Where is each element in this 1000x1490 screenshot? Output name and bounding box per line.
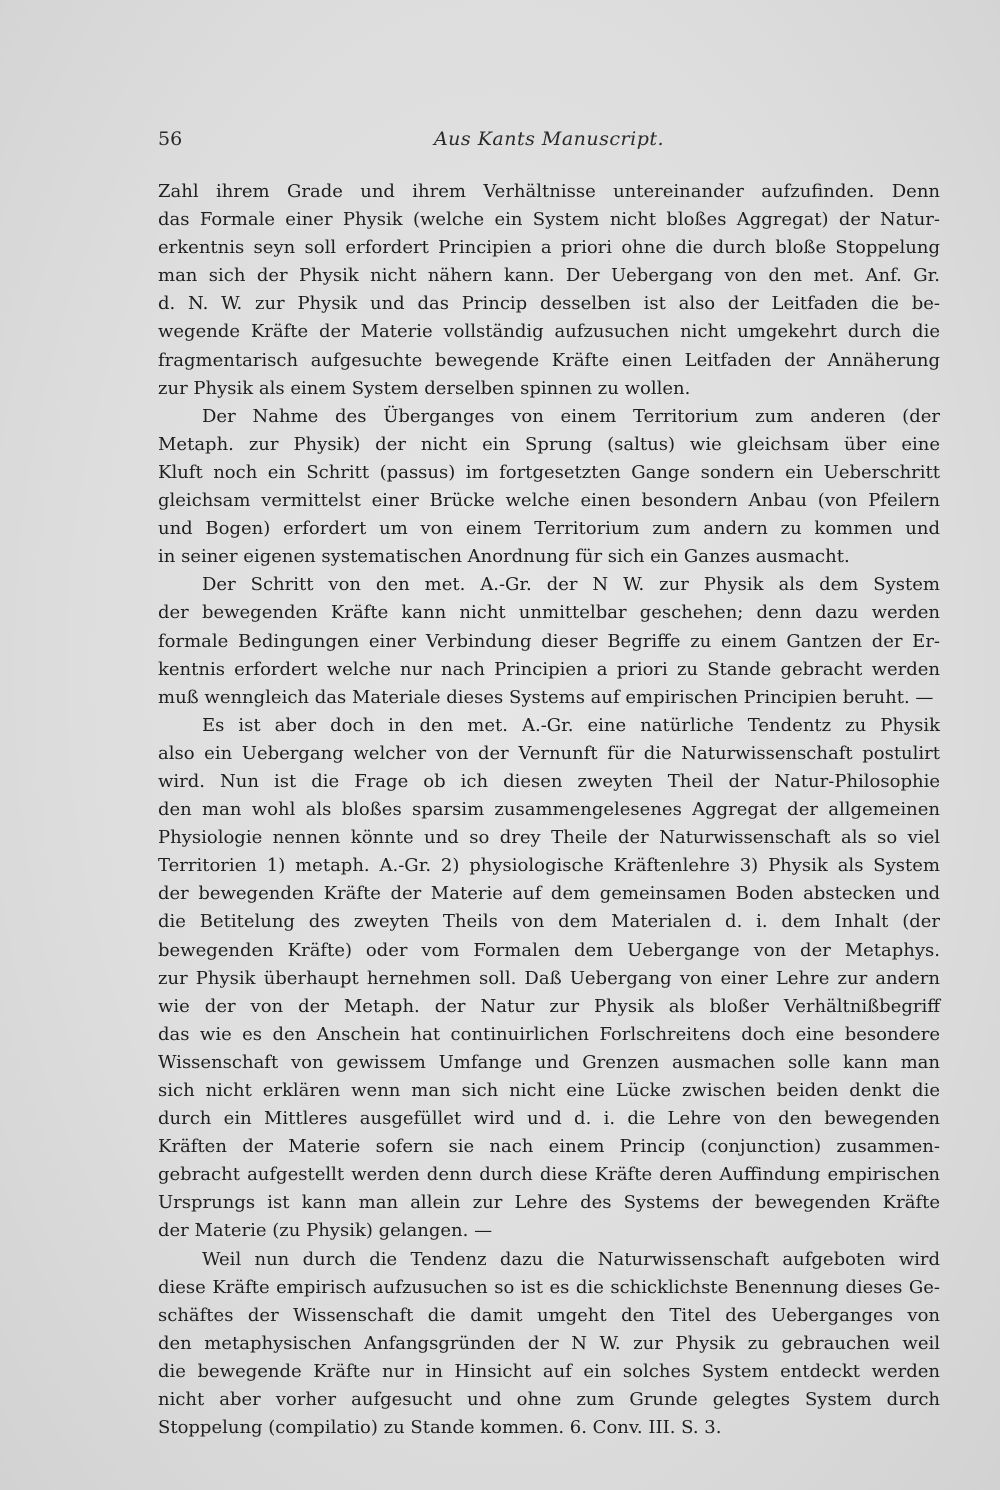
text-line: der Materie (zu Physik) gelangen. — bbox=[158, 1220, 493, 1242]
page-number: 56 bbox=[158, 128, 183, 150]
text-line: also ein Uebergang welcher von der Vernunft für die Naturwissenschaft postulirt bbox=[158, 742, 940, 764]
text-line: Es ist aber doch in den met. A.-Gr. eine natürliche Tendentz zu Physik bbox=[202, 714, 940, 736]
text-line: wie der von der Metaph. der Natur zur Physik als bloßer Verhältnißbegriff bbox=[158, 995, 940, 1017]
text-line: bewegenden Kräfte) oder vom Formalen dem Uebergange von der Metaphys. bbox=[158, 939, 940, 961]
text-line: formale Bedingungen einer Verbindung dieser Begriffe zu einem Gantzen der Er- bbox=[158, 630, 940, 652]
text-line: sich nicht erklären wenn man sich nicht eine Lücke zwischen beiden denkt die bbox=[158, 1080, 940, 1101]
text-line: wegende Kräfte der Materie vollständig aufzusuchen nicht umgekehrt durch die bbox=[158, 321, 940, 343]
text-line: nicht aber vorher aufgesucht und ohne zum Grunde gelegtes System durch bbox=[158, 1389, 940, 1411]
text-line: Territorien 1) metaph. A.-Gr. 2) physiologische Kräftenlehre 3) Physik als System bbox=[158, 855, 940, 877]
text-line: zur Physik als einem System derselben spinnen zu wollen. bbox=[158, 377, 691, 399]
text-line: Weil nun durch die Tendenz dazu die Naturwissenschaft aufgeboten wird bbox=[202, 1248, 940, 1270]
text-line: in seiner eigenen systematischen Anordnung für sich ein Ganzes ausmacht. bbox=[158, 546, 850, 568]
body-text bbox=[158, 178, 940, 1442]
text-line: diese Kräfte empirisch aufzusuchen so ist es die schicklichste Benennung dieses Ge- bbox=[158, 1276, 940, 1298]
text-line: kentnis erfordert welche nur nach Principien a priori zu Stande gebracht werden bbox=[158, 658, 940, 680]
page-header bbox=[158, 128, 940, 158]
text-line: gleichsam vermittelst einer Brücke welche einen besondern Anbau (von Pfeilern bbox=[158, 490, 940, 512]
text-line: Zahl ihrem Grade und ihrem Verhältnisse untereinander aufzufinden. Denn bbox=[158, 181, 940, 202]
text-line: Kluft noch ein Schritt (passus) im fortgesetzten Gange sondern ein Ueberschritt bbox=[158, 461, 940, 483]
text-line: Ursprungs ist kann man allein zur Lehre des Systems der bewegenden Kräfte bbox=[158, 1192, 940, 1214]
text-line: schäftes der Wissenschaft die damit umgeht den Titel des Ueberganges von bbox=[158, 1304, 940, 1326]
text-line: das wie es den Anschein hat continuirlichen Forlschreitens doch eine besondere bbox=[158, 1023, 940, 1045]
text-line: den man wohl als bloßes sparsim zusammengelesenes Aggregat der allgemeinen bbox=[158, 799, 940, 821]
text-line: den metaphysischen Anfangsgründen der N W. zur Physik zu gebrauchen weil bbox=[158, 1332, 940, 1354]
text-line: wird. Nun ist die Frage ob ich diesen zweyten Theil der Natur-Philosophie bbox=[158, 770, 940, 792]
text-line: der bewegenden Kräfte kann nicht unmittelbar geschehen; denn dazu werden bbox=[158, 602, 940, 624]
text-line: der bewegenden Kräfte der Materie auf dem gemeinsamen Boden abstecken und bbox=[158, 883, 940, 905]
text-line: und Bogen) erfordert um von einem Territorium zum andern zu kommen und bbox=[158, 518, 940, 540]
text-line: erkentnis seyn soll erfordert Principien a priori ohne die durch bloße Stoppelung bbox=[158, 237, 940, 259]
running-title: Aus Kants Manuscript. bbox=[433, 128, 665, 150]
text-line: Stoppelung (compilatio) zu Stande kommen. 6. Conv. III. S. 3. bbox=[158, 1417, 722, 1439]
text-line: fragmentarisch aufgesuchte bewegende Kräfte einen Leitfaden der Annäherung bbox=[158, 349, 940, 371]
text-line: man sich der Physik nicht nähern kann. Der Uebergang von den met. Anf. Gr. bbox=[158, 265, 940, 287]
text-line: Kräften der Materie sofern sie nach einem Princip (conjunction) zusammen- bbox=[158, 1136, 940, 1158]
text-line: durch ein Mittleres ausgefüllet wird und d. i. die Lehre von den bewegenden bbox=[158, 1108, 940, 1130]
text-line: d. N. W. zur Physik und das Princip desselben ist also der Leitfaden die be- bbox=[158, 293, 940, 315]
text-line: Wissenschaft von gewissem Umfange und Grenzen ausmachen solle kann man bbox=[158, 1051, 940, 1073]
text-line: Der Schritt von den met. A.-Gr. der N W. zur Physik als dem System bbox=[202, 574, 940, 596]
text-line: Der Nahme des Überganges von einem Territorium zum anderen (der bbox=[202, 405, 940, 427]
text-line: die bewegende Kräfte nur in Hinsicht auf ein solches System entdeckt werden bbox=[158, 1360, 940, 1382]
text-line: das Formale einer Physik (welche ein System nicht bloßes Aggregat) der Natur- bbox=[158, 209, 940, 231]
text-line: zur Physik überhaupt hernehmen soll. Daß Uebergang von einer Lehre zur andern bbox=[158, 967, 940, 989]
text-line: Metaph. zur Physik) der nicht ein Sprung (saltus) wie gleichsam über eine bbox=[158, 433, 940, 455]
text-line: muß wenngleich das Materiale dieses Systems auf empirischen Principien beruht. — bbox=[158, 686, 934, 708]
text-line: Physiologie nennen könnte und so drey Theile der Naturwissenschaft als so viel bbox=[158, 827, 940, 849]
text-line: die Betitelung des zweyten Theils von dem Materialen d. i. dem Inhalt (der bbox=[158, 911, 940, 933]
text-line: gebracht aufgestellt werden denn durch diese Kräfte deren Auffindung empirischen bbox=[158, 1164, 940, 1186]
